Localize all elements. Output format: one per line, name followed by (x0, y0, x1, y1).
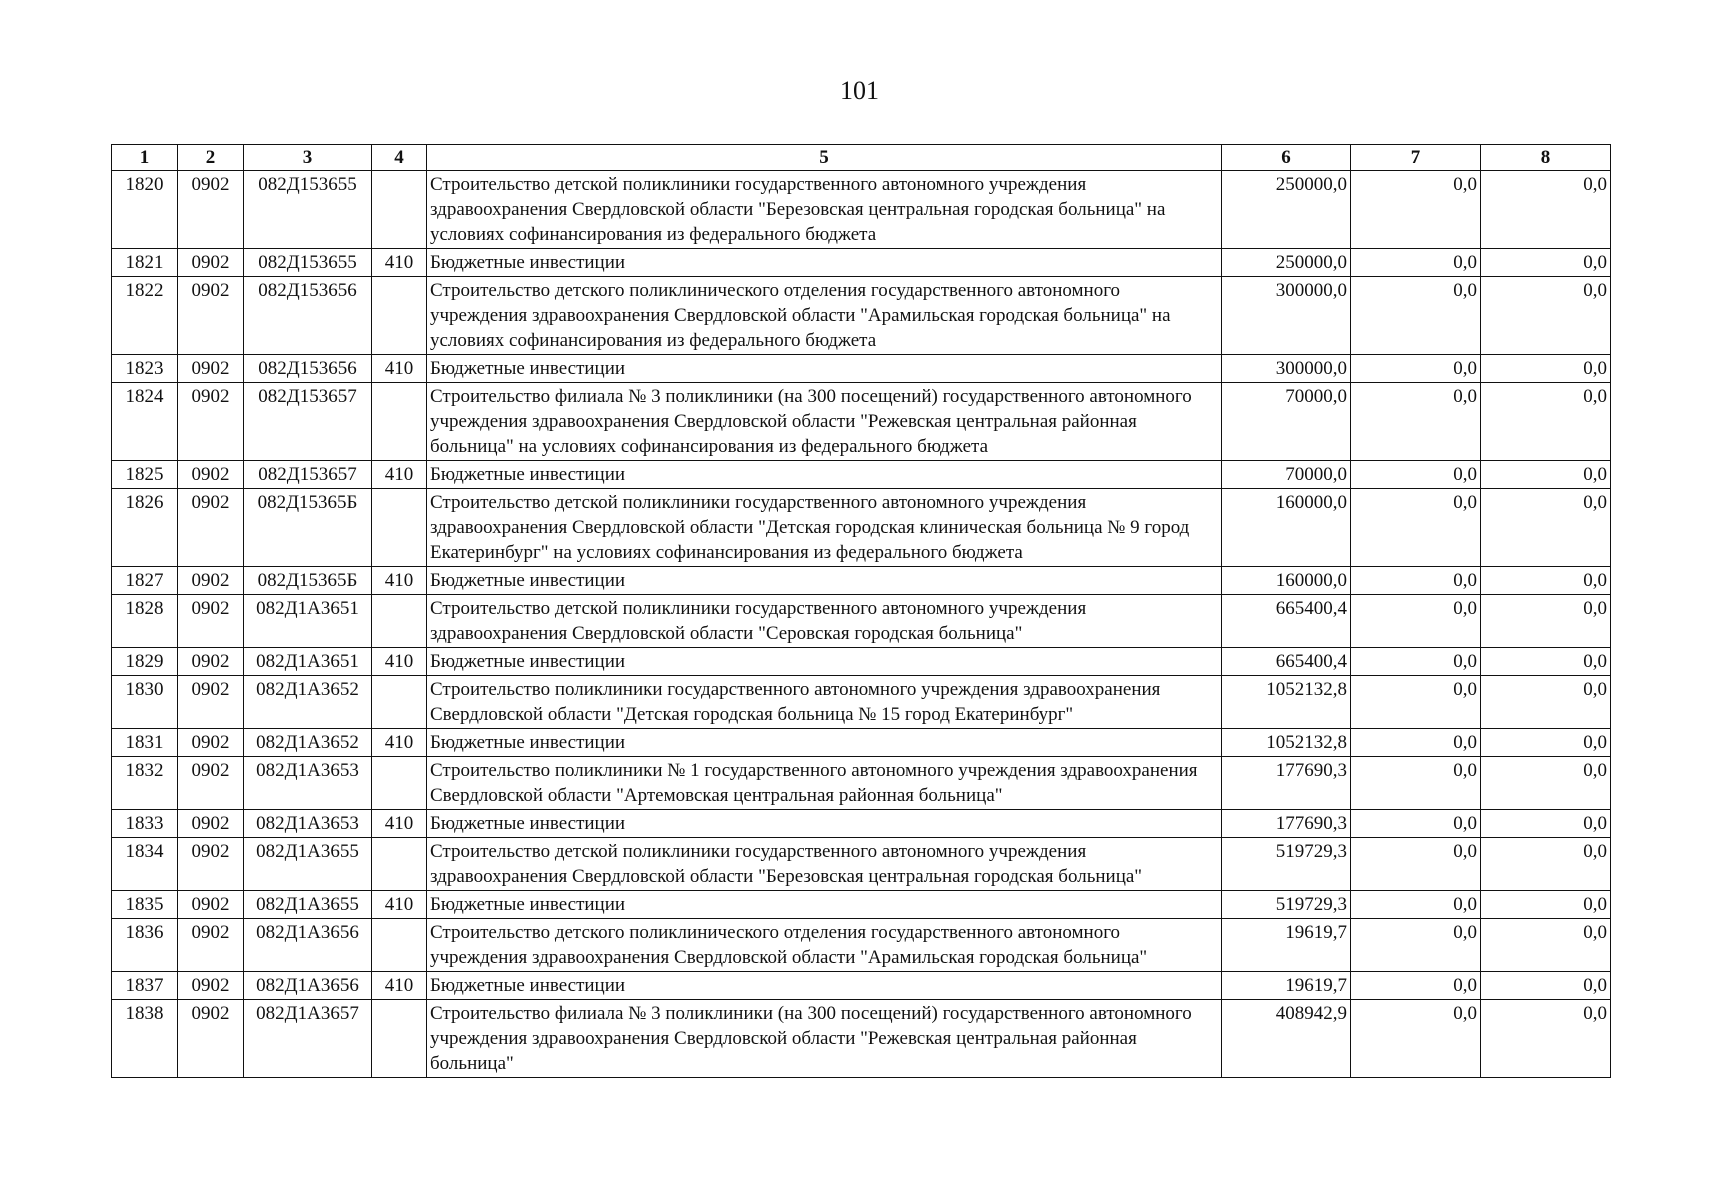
target-article-code: 082Д1А3656 (244, 972, 372, 1000)
row-description: Строительство детской поликлиники государственного автономного учреждения здравоохранения Свердловской области "Серовская городская больница" (427, 595, 1222, 648)
section-code: 0902 (178, 757, 244, 810)
amount-col-8: 0,0 (1481, 676, 1611, 729)
row-number: 1831 (112, 729, 178, 757)
expense-type-code: 410 (372, 648, 427, 676)
row-number: 1835 (112, 891, 178, 919)
target-article-code: 082Д153656 (244, 355, 372, 383)
amount-col-7: 0,0 (1351, 919, 1481, 972)
section-code: 0902 (178, 461, 244, 489)
header-col-1: 1 (112, 145, 178, 171)
table-row (112, 489, 1611, 567)
amount-col-7: 0,0 (1351, 891, 1481, 919)
section-code: 0902 (178, 1000, 244, 1078)
row-description: Строительство поликлиники № 1 государственного автономного учреждения здравоохранения Свердловской области "Артемовская центральная районная больница" (427, 757, 1222, 810)
amount-col-6: 408942,9 (1222, 1000, 1351, 1078)
amount-col-8: 0,0 (1481, 1000, 1611, 1078)
row-number: 1829 (112, 648, 178, 676)
target-article-code: 082Д153655 (244, 249, 372, 277)
amount-col-6: 177690,3 (1222, 757, 1351, 810)
target-article-code: 082Д15365Б (244, 567, 372, 595)
section-code: 0902 (178, 838, 244, 891)
target-article-code: 082Д153655 (244, 171, 372, 249)
header-row (112, 145, 1611, 171)
amount-col-8: 0,0 (1481, 972, 1611, 1000)
amount-col-7: 0,0 (1351, 648, 1481, 676)
amount-col-8: 0,0 (1481, 355, 1611, 383)
target-article-code: 082Д1А3655 (244, 891, 372, 919)
header-col-2: 2 (178, 145, 244, 171)
table-row (112, 355, 1611, 383)
header-col-6: 6 (1222, 145, 1351, 171)
section-code: 0902 (178, 249, 244, 277)
expense-type-code: 410 (372, 249, 427, 277)
target-article-code: 082Д1А3655 (244, 838, 372, 891)
amount-col-6: 160000,0 (1222, 567, 1351, 595)
amount-col-7: 0,0 (1351, 676, 1481, 729)
row-description: Бюджетные инвестиции (427, 648, 1222, 676)
amount-col-7: 0,0 (1351, 383, 1481, 461)
row-number: 1823 (112, 355, 178, 383)
row-number: 1836 (112, 919, 178, 972)
table-row (112, 461, 1611, 489)
amount-col-7: 0,0 (1351, 489, 1481, 567)
amount-col-8: 0,0 (1481, 757, 1611, 810)
amount-col-7: 0,0 (1351, 461, 1481, 489)
amount-col-7: 0,0 (1351, 972, 1481, 1000)
amount-col-7: 0,0 (1351, 838, 1481, 891)
expense-type-code: 410 (372, 891, 427, 919)
target-article-code: 082Д1А3657 (244, 1000, 372, 1078)
section-code: 0902 (178, 277, 244, 355)
amount-col-7: 0,0 (1351, 729, 1481, 757)
section-code: 0902 (178, 171, 244, 249)
section-code: 0902 (178, 810, 244, 838)
amount-col-8: 0,0 (1481, 383, 1611, 461)
row-number: 1837 (112, 972, 178, 1000)
header-col-4: 4 (372, 145, 427, 171)
amount-col-7: 0,0 (1351, 810, 1481, 838)
target-article-code: 082Д1А3651 (244, 648, 372, 676)
row-description: Строительство детской поликлиники государственного автономного учреждения здравоохранения Свердловской области "Березовская центральная городская больница" на условиях софинансирования из федерального бюджета (427, 171, 1222, 249)
target-article-code: 082Д1А3652 (244, 729, 372, 757)
amount-col-8: 0,0 (1481, 277, 1611, 355)
row-description: Строительство филиала № 3 поликлиники (на 300 посещений) государственного автономного учреждения здравоохранения Свердловской области "Режевская центральная районная больница" на условиях софинансирования из федерального бюджета (427, 383, 1222, 461)
target-article-code: 082Д1А3656 (244, 919, 372, 972)
row-number: 1822 (112, 277, 178, 355)
expense-type-code (372, 919, 427, 972)
amount-col-7: 0,0 (1351, 595, 1481, 648)
amount-col-7: 0,0 (1351, 1000, 1481, 1078)
section-code: 0902 (178, 595, 244, 648)
row-description: Бюджетные инвестиции (427, 972, 1222, 1000)
amount-col-8: 0,0 (1481, 729, 1611, 757)
target-article-code: 082Д1А3651 (244, 595, 372, 648)
row-description: Строительство филиала № 3 поликлиники (на 300 посещений) государственного автономного учреждения здравоохранения Свердловской области "Режевская центральная районная больница" (427, 1000, 1222, 1078)
row-description: Бюджетные инвестиции (427, 461, 1222, 489)
amount-col-7: 0,0 (1351, 757, 1481, 810)
section-code: 0902 (178, 383, 244, 461)
row-number: 1821 (112, 249, 178, 277)
table-row (112, 171, 1611, 249)
expense-type-code: 410 (372, 461, 427, 489)
section-code: 0902 (178, 919, 244, 972)
expense-type-code: 410 (372, 729, 427, 757)
row-number: 1832 (112, 757, 178, 810)
amount-col-7: 0,0 (1351, 355, 1481, 383)
row-number: 1820 (112, 171, 178, 249)
section-code: 0902 (178, 489, 244, 567)
amount-col-8: 0,0 (1481, 891, 1611, 919)
amount-col-8: 0,0 (1481, 249, 1611, 277)
row-number: 1825 (112, 461, 178, 489)
budget-table (111, 144, 1611, 1078)
section-code: 0902 (178, 355, 244, 383)
amount-col-8: 0,0 (1481, 919, 1611, 972)
amount-col-8: 0,0 (1481, 810, 1611, 838)
table-row (112, 277, 1611, 355)
amount-col-8: 0,0 (1481, 489, 1611, 567)
header-col-8: 8 (1481, 145, 1611, 171)
expense-type-code (372, 757, 427, 810)
amount-col-6: 665400,4 (1222, 595, 1351, 648)
expense-type-code: 410 (372, 567, 427, 595)
amount-col-7: 0,0 (1351, 249, 1481, 277)
amount-col-8: 0,0 (1481, 567, 1611, 595)
amount-col-6: 70000,0 (1222, 383, 1351, 461)
row-description: Бюджетные инвестиции (427, 567, 1222, 595)
row-description: Строительство детской поликлиники государственного автономного учреждения здравоохранения Свердловской области "Детская городская клиническая больница № 9 город Екатеринбург" на условиях софинансирования из федерального бюджета (427, 489, 1222, 567)
table-row (112, 729, 1611, 757)
amount-col-6: 665400,4 (1222, 648, 1351, 676)
section-code: 0902 (178, 972, 244, 1000)
amount-col-8: 0,0 (1481, 648, 1611, 676)
row-description: Строительство детского поликлинического отделения государственного автономного учреждения здравоохранения Свердловской области "Арамильская городская больница" на условиях софинансирования из федерального бюджета (427, 277, 1222, 355)
row-number: 1827 (112, 567, 178, 595)
section-code: 0902 (178, 648, 244, 676)
amount-col-6: 160000,0 (1222, 489, 1351, 567)
amount-col-7: 0,0 (1351, 277, 1481, 355)
row-number: 1833 (112, 810, 178, 838)
table-row (112, 838, 1611, 891)
amount-col-6: 250000,0 (1222, 171, 1351, 249)
row-number: 1828 (112, 595, 178, 648)
amount-col-6: 19619,7 (1222, 972, 1351, 1000)
expense-type-code (372, 489, 427, 567)
row-description: Бюджетные инвестиции (427, 891, 1222, 919)
row-description: Строительство детской поликлиники государственного автономного учреждения здравоохранения Свердловской области "Березовская центральная городская больница" (427, 838, 1222, 891)
table-row (112, 676, 1611, 729)
amount-col-6: 300000,0 (1222, 355, 1351, 383)
table-row (112, 891, 1611, 919)
row-description: Бюджетные инвестиции (427, 249, 1222, 277)
row-description: Бюджетные инвестиции (427, 810, 1222, 838)
expense-type-code: 410 (372, 810, 427, 838)
expense-type-code: 410 (372, 355, 427, 383)
amount-col-6: 300000,0 (1222, 277, 1351, 355)
expense-type-code (372, 277, 427, 355)
table-row (112, 383, 1611, 461)
section-code: 0902 (178, 567, 244, 595)
target-article-code: 082Д1А3653 (244, 757, 372, 810)
amount-col-8: 0,0 (1481, 171, 1611, 249)
amount-col-6: 177690,3 (1222, 810, 1351, 838)
section-code: 0902 (178, 729, 244, 757)
row-number: 1824 (112, 383, 178, 461)
row-description: Строительство поликлиники государственного автономного учреждения здравоохранения Свердловской области "Детская городская больница № 15 город Екатеринбург" (427, 676, 1222, 729)
row-number: 1834 (112, 838, 178, 891)
expense-type-code (372, 676, 427, 729)
expense-type-code (372, 383, 427, 461)
target-article-code: 082Д153657 (244, 383, 372, 461)
amount-col-6: 19619,7 (1222, 919, 1351, 972)
row-number: 1838 (112, 1000, 178, 1078)
amount-col-7: 0,0 (1351, 567, 1481, 595)
row-number: 1826 (112, 489, 178, 567)
table-row (112, 919, 1611, 972)
section-code: 0902 (178, 676, 244, 729)
target-article-code: 082Д15365Б (244, 489, 372, 567)
row-description: Строительство детского поликлинического отделения государственного автономного учреждения здравоохранения Свердловской области "Арамильская городская больница" (427, 919, 1222, 972)
row-description: Бюджетные инвестиции (427, 729, 1222, 757)
table-row (112, 595, 1611, 648)
expense-type-code (372, 171, 427, 249)
amount-col-8: 0,0 (1481, 461, 1611, 489)
amount-col-6: 250000,0 (1222, 249, 1351, 277)
amount-col-6: 519729,3 (1222, 838, 1351, 891)
table-row (112, 810, 1611, 838)
header-col-7: 7 (1351, 145, 1481, 171)
target-article-code: 082Д1А3652 (244, 676, 372, 729)
target-article-code: 082Д153656 (244, 277, 372, 355)
page-number: 101 (840, 76, 879, 105)
section-code: 0902 (178, 891, 244, 919)
header-col-3: 3 (244, 145, 372, 171)
amount-col-6: 1052132,8 (1222, 729, 1351, 757)
table-row (112, 648, 1611, 676)
table-row (112, 757, 1611, 810)
target-article-code: 082Д153657 (244, 461, 372, 489)
amount-col-8: 0,0 (1481, 595, 1611, 648)
amount-col-7: 0,0 (1351, 171, 1481, 249)
table-row (112, 249, 1611, 277)
header-col-5: 5 (427, 145, 1222, 171)
expense-type-code (372, 838, 427, 891)
expense-type-code: 410 (372, 972, 427, 1000)
table-row (112, 567, 1611, 595)
expense-type-code (372, 595, 427, 648)
amount-col-6: 519729,3 (1222, 891, 1351, 919)
amount-col-8: 0,0 (1481, 838, 1611, 891)
target-article-code: 082Д1А3653 (244, 810, 372, 838)
expense-type-code (372, 1000, 427, 1078)
amount-col-6: 70000,0 (1222, 461, 1351, 489)
table-body (112, 171, 1611, 1078)
row-description: Бюджетные инвестиции (427, 355, 1222, 383)
table-row (112, 1000, 1611, 1078)
row-number: 1830 (112, 676, 178, 729)
amount-col-6: 1052132,8 (1222, 676, 1351, 729)
table-row (112, 972, 1611, 1000)
